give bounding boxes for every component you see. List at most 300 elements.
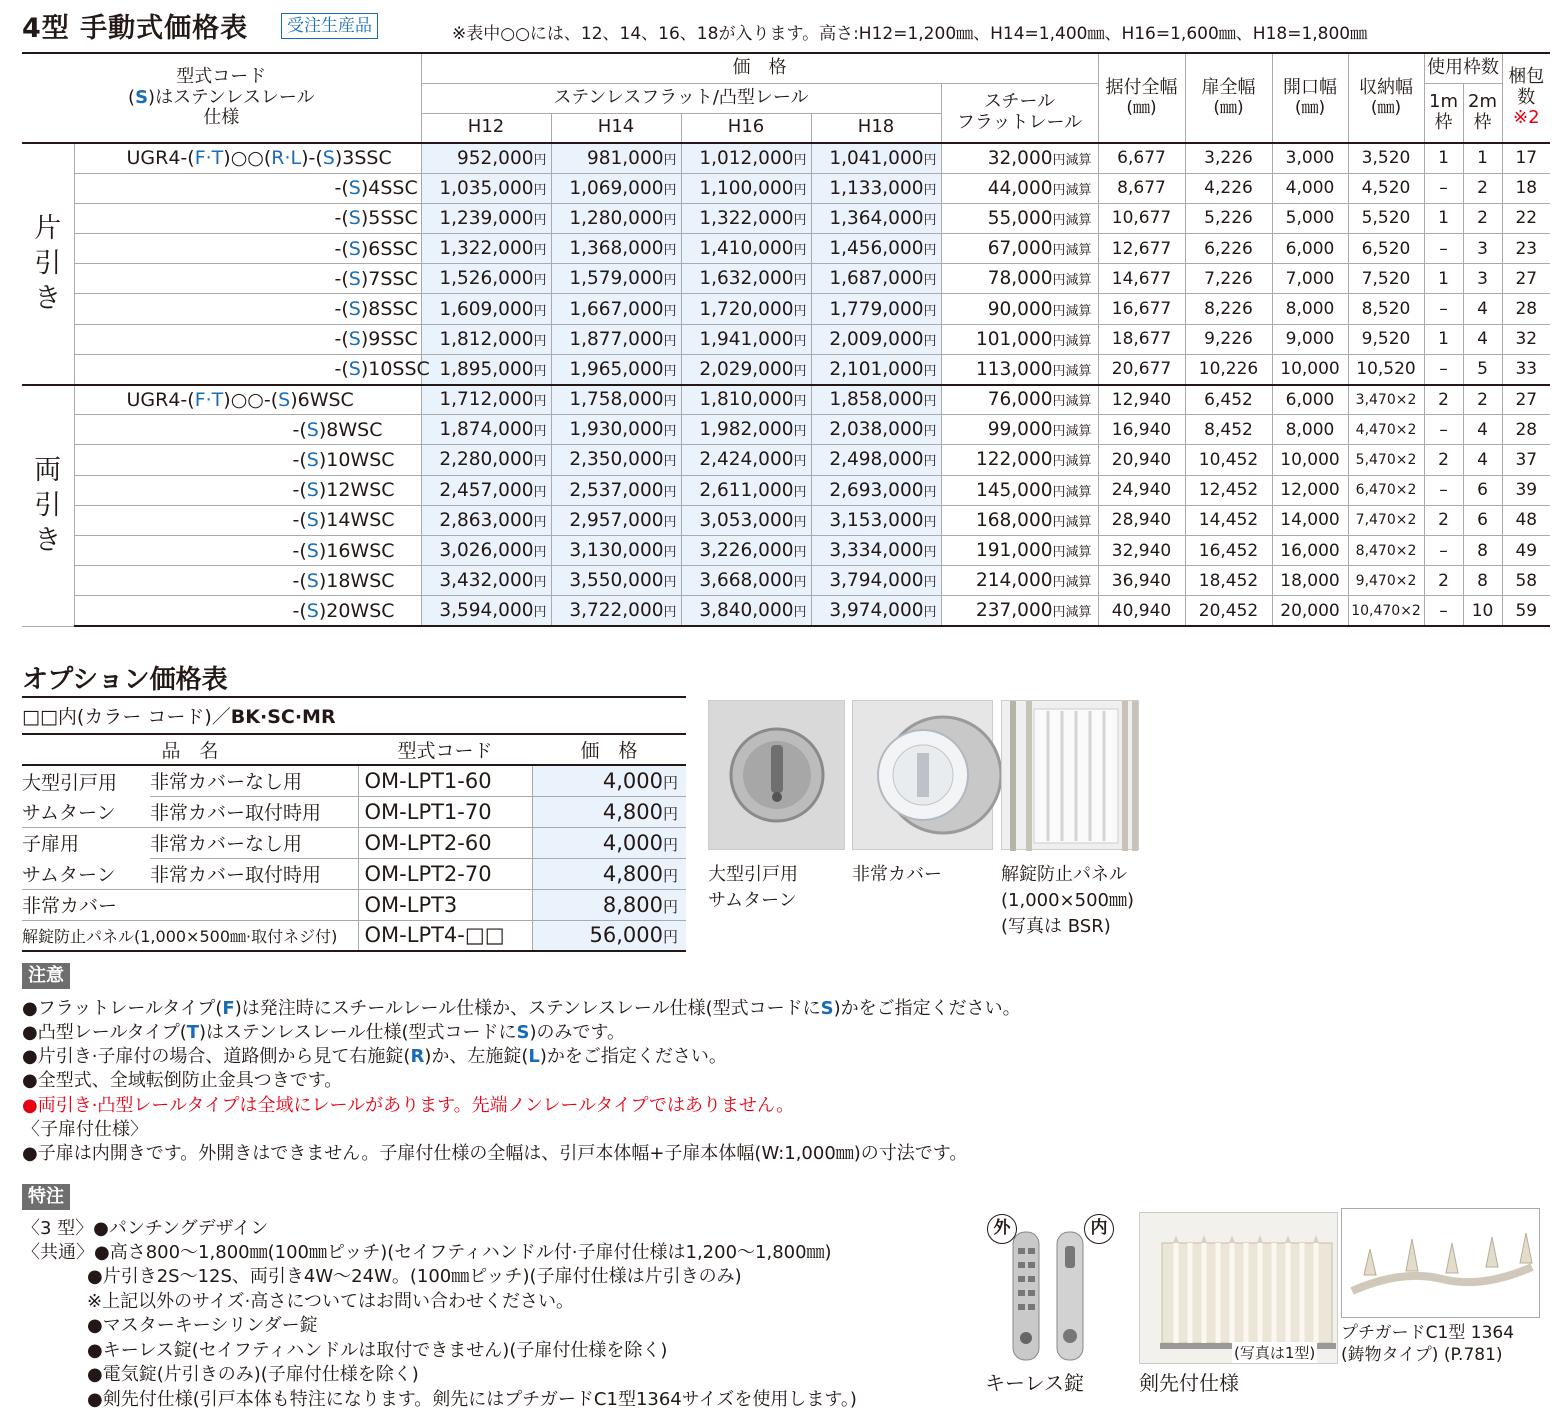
price-h14: 1,579,000円: [551, 264, 681, 294]
table-row: [22, 203, 1550, 233]
opening-width: 9,000: [1272, 324, 1348, 354]
package-count: 22: [1502, 203, 1550, 233]
note-line-2: ●凸型レールタイプ(T)はステンレスレール仕様(型式コードにS)のみです。: [22, 1022, 626, 1043]
frames-1m: 1: [1424, 324, 1463, 354]
total-width-header: 据付全幅 (㎜): [1098, 53, 1185, 143]
total-width: 6,677: [1098, 143, 1185, 173]
price-h14: 3,130,000円: [551, 535, 681, 565]
storage-width: 10,520: [1348, 354, 1424, 384]
door-width-header: 扉全幅 (㎜): [1185, 53, 1272, 143]
door-width: 8,226: [1185, 294, 1272, 324]
price-h16: 1,720,000円: [681, 294, 811, 324]
frames-2m: 8: [1463, 566, 1502, 596]
model-code: UGR4-(F·T)○○-(S)6WSC: [74, 385, 421, 415]
price-h14: 1,930,000円: [551, 415, 681, 445]
options-title: オプション価格表: [22, 665, 228, 695]
h14-header: H14: [551, 113, 681, 143]
option-name: 非常カバーなし用: [150, 765, 358, 796]
table-row: [22, 535, 1550, 565]
notes-tag: 注意: [22, 963, 70, 989]
frames-2m: 4: [1463, 294, 1502, 324]
package-count: 28: [1502, 415, 1550, 445]
option-name: 非常カバー: [22, 889, 358, 920]
door-width: 20,452: [1185, 596, 1272, 626]
options-row: [22, 858, 686, 889]
storage-width: 7,470×2: [1348, 505, 1424, 535]
price-h16: 3,226,000円: [681, 535, 811, 565]
special-line-5: ●マスターキーシリンダー錠: [87, 1315, 318, 1336]
price-h12: 3,026,000円: [421, 535, 551, 565]
total-width: 16,677: [1098, 294, 1185, 324]
door-width: 9,226: [1185, 324, 1272, 354]
total-width: 32,940: [1098, 535, 1185, 565]
package-count: 39: [1502, 475, 1550, 505]
frames-2m: 4: [1463, 445, 1502, 475]
options-row: [22, 765, 686, 796]
opening-width-header: 開口幅 (㎜): [1272, 53, 1348, 143]
price-h18: 2,009,000円: [811, 324, 941, 354]
door-width: 12,452: [1185, 475, 1272, 505]
frames-1m: –: [1424, 354, 1463, 384]
table-row: [22, 415, 1550, 445]
table-row: [22, 173, 1550, 203]
frames-1m: –: [1424, 173, 1463, 203]
puchi-guard-caption: プチガードC1型 1364 (鋳物タイプ) (P.781): [1341, 1323, 1515, 1365]
price-h12: 1,239,000円: [421, 203, 551, 233]
opening-width: 20,000: [1272, 596, 1348, 626]
storage-width: 7,520: [1348, 264, 1424, 294]
price-h18: 1,133,000円: [811, 173, 941, 203]
price-h12: 1,812,000円: [421, 324, 551, 354]
options-divider: [22, 696, 686, 698]
table-row: [22, 475, 1550, 505]
opening-width: 5,000: [1272, 203, 1348, 233]
storage-width: 4,520: [1348, 173, 1424, 203]
frames-2m: 2: [1463, 203, 1502, 233]
opening-width: 18,000: [1272, 566, 1348, 596]
opening-width: 7,000: [1272, 264, 1348, 294]
h16-header: H16: [681, 113, 811, 143]
puchi-guard-photo: [1341, 1208, 1540, 1318]
steel-rail-reduction: 113,000円減算: [941, 354, 1098, 384]
price-h18: 1,456,000円: [811, 234, 941, 264]
steel-rail-reduction: 99,000円減算: [941, 415, 1098, 445]
price-h12: 1,609,000円: [421, 294, 551, 324]
frames-2m: 10: [1463, 596, 1502, 626]
frames-1m: 1: [1424, 264, 1463, 294]
thumbturn-caption: 大型引戸用 サムターン: [708, 864, 798, 911]
option-group: サムターン: [22, 796, 150, 827]
storage-width: 3,520: [1348, 143, 1424, 173]
total-width: 8,677: [1098, 173, 1185, 203]
storage-width-header: 収納幅 (㎜): [1348, 53, 1424, 143]
price-h16: 1,810,000円: [681, 385, 811, 415]
door-width: 3,226: [1185, 143, 1272, 173]
frames-1m: –: [1424, 294, 1463, 324]
steel-rail-reduction: 122,000円減算: [941, 445, 1098, 475]
price-h14: 3,722,000円: [551, 596, 681, 626]
price-h18: 2,693,000円: [811, 475, 941, 505]
steel-rail-reduction: 214,000円減算: [941, 566, 1098, 596]
storage-width: 6,520: [1348, 234, 1424, 264]
option-group: 大型引戸用: [22, 771, 118, 794]
price-h14: 1,758,000円: [551, 385, 681, 415]
steel-rail-reduction: 168,000円減算: [941, 505, 1098, 535]
price-h12: 3,432,000円: [421, 566, 551, 596]
option-name: 非常カバー取付時用: [150, 796, 358, 827]
made-to-order-badge: 受注生産品: [281, 13, 378, 39]
frames-1m: 2: [1424, 445, 1463, 475]
price-h18: 2,038,000円: [811, 415, 941, 445]
price-h18: 1,779,000円: [811, 294, 941, 324]
price-h16: 2,611,000円: [681, 475, 811, 505]
special-order-tag: 特注: [22, 1184, 70, 1210]
special-line-2: 〈共通〉●高さ800～1,800㎜(100㎜ピッチ)(セイフティハンドル付·子扉付仕様は1,200～1,800㎜): [22, 1242, 832, 1263]
storage-width: 8,520: [1348, 294, 1424, 324]
price-h12: 1,895,000円: [421, 354, 551, 384]
options-row: [22, 889, 686, 920]
price-h18: 1,364,000円: [811, 203, 941, 233]
door-width: 18,452: [1185, 566, 1272, 596]
frame-2m-header: 2m 枠: [1463, 83, 1502, 143]
price-h16: 3,053,000円: [681, 505, 811, 535]
package-count: 59: [1502, 596, 1550, 626]
opening-width: 8,000: [1272, 415, 1348, 445]
option-code: OM-LPT1-70: [358, 796, 532, 827]
frames-2m: 4: [1463, 415, 1502, 445]
double-label: 両 引 き: [22, 385, 74, 627]
option-name: 解錠防止パネル(1,000×500㎜·取付ネジ付): [22, 920, 358, 951]
option-code: OM-LPT2-60: [358, 827, 532, 858]
door-width: 6,226: [1185, 234, 1272, 264]
price-h18: 3,153,000円: [811, 505, 941, 535]
frames-1m: 1: [1424, 203, 1463, 233]
frames-1m: 2: [1424, 385, 1463, 415]
price-table-body: [22, 143, 1550, 626]
table-row: [22, 354, 1550, 384]
options-price-header: 価 格: [532, 734, 686, 765]
price-h12: 1,874,000円: [421, 415, 551, 445]
table-row: [22, 596, 1550, 626]
door-width: 10,226: [1185, 354, 1272, 384]
price-h16: 1,012,000円: [681, 143, 811, 173]
options-code-header: 型式コード: [358, 734, 532, 765]
package-count: 23: [1502, 234, 1550, 264]
model-code: -(S)14WSC: [74, 505, 421, 535]
stainless-header: ステンレスフラット/凸型レール: [421, 83, 941, 113]
frames-1m: –: [1424, 234, 1463, 264]
frames-2m: 8: [1463, 535, 1502, 565]
price-h18: 3,334,000円: [811, 535, 941, 565]
frames-2m: 3: [1463, 264, 1502, 294]
model-code: -(S)7SSC: [74, 264, 421, 294]
model-code: -(S)20WSC: [74, 596, 421, 626]
price-h12: 3,594,000円: [421, 596, 551, 626]
package-count: 27: [1502, 264, 1550, 294]
frames-1m: –: [1424, 475, 1463, 505]
h12-header: H12: [421, 113, 551, 143]
price-table: [22, 52, 1550, 627]
note-line-3: ●片引き·子扉付の場合、道路側から見て右施錠(R)か、左施錠(L)かをご指定ください。: [22, 1046, 727, 1067]
model-code: -(S)18WSC: [74, 566, 421, 596]
price-h18: 1,858,000円: [811, 385, 941, 415]
opening-width: 3,000: [1272, 143, 1348, 173]
special-line-4: ※上記以外のサイズ·高さについてはお問い合わせください。: [87, 1291, 575, 1312]
table-row: [22, 143, 1550, 173]
table-row: [22, 445, 1550, 475]
options-row: [22, 827, 686, 858]
options-table-body: [22, 765, 686, 951]
price-h12: 2,457,000円: [421, 475, 551, 505]
price-h14: 1,069,000円: [551, 173, 681, 203]
page-title: 4型 手動式価格表: [22, 13, 249, 44]
steel-rail-reduction: 191,000円減算: [941, 535, 1098, 565]
price-h16: 1,632,000円: [681, 264, 811, 294]
price-h12: 1,322,000円: [421, 234, 551, 264]
keyless-lock-caption: キーレス錠: [985, 1371, 1084, 1395]
stainless-rail-note: (S)はステンレスレール: [128, 86, 315, 108]
opening-width: 4,000: [1272, 173, 1348, 203]
model-code: -(S)10WSC: [74, 445, 421, 475]
price-h12: 2,863,000円: [421, 505, 551, 535]
opening-width: 10,000: [1272, 445, 1348, 475]
price-h14: 1,877,000円: [551, 324, 681, 354]
special-line-1: 〈3 型〉●パンチングデザイン: [22, 1218, 269, 1239]
opening-width: 16,000: [1272, 535, 1348, 565]
door-width: 7,226: [1185, 264, 1272, 294]
frames-2m: 3: [1463, 234, 1502, 264]
opening-width: 10,000: [1272, 354, 1348, 384]
opening-width: 6,000: [1272, 385, 1348, 415]
total-width: 12,940: [1098, 385, 1185, 415]
option-price: 4,800円: [532, 858, 686, 889]
model-code: -(S)12WSC: [74, 475, 421, 505]
price-h14: 1,965,000円: [551, 354, 681, 384]
package-count: 27: [1502, 385, 1550, 415]
price-h18: 2,498,000円: [811, 445, 941, 475]
steel-rail-reduction: 237,000円減算: [941, 596, 1098, 626]
anti-unlock-panel-caption: 解錠防止パネル (1,000×500㎜) (写真は BSR): [1001, 864, 1135, 937]
special-line-6: ●キーレス錠(セイフティハンドルは取付できません)(子扉付仕様を除く): [87, 1340, 668, 1361]
price-h16: 1,322,000円: [681, 203, 811, 233]
table-row: [22, 264, 1550, 294]
total-width: 40,940: [1098, 596, 1185, 626]
price-h18: 1,041,000円: [811, 143, 941, 173]
steel-rail-reduction: 101,000円減算: [941, 324, 1098, 354]
option-price: 4,800円: [532, 796, 686, 827]
frames-2m: 2: [1463, 385, 1502, 415]
price-h16: 1,410,000円: [681, 234, 811, 264]
frames-1m: –: [1424, 596, 1463, 626]
special-line-8: ●剣先付仕様(引戸本体も特注になります。剣先にはプチガードC1型1364サイズを使用します。): [87, 1389, 857, 1410]
package-count: 32: [1502, 324, 1550, 354]
model-code: -(S)6SSC: [74, 234, 421, 264]
model-code: -(S)16WSC: [74, 535, 421, 565]
frames-2m: 2: [1463, 173, 1502, 203]
option-group: サムターン: [22, 858, 150, 889]
opening-width: 8,000: [1272, 294, 1348, 324]
package-count: 33: [1502, 354, 1550, 384]
option-code: OM-LPT3: [358, 889, 532, 920]
frames-2m: 4: [1463, 324, 1502, 354]
storage-width: 10,470×2: [1348, 596, 1424, 626]
storage-width: 8,470×2: [1348, 535, 1424, 565]
note-line-4: ●全型式、全域転倒防止金具つきです。: [22, 1070, 343, 1091]
storage-width: 9,520: [1348, 324, 1424, 354]
price-h16: 2,029,000円: [681, 354, 811, 384]
price-h14: 2,350,000円: [551, 445, 681, 475]
steel-rail-reduction: 78,000円減算: [941, 264, 1098, 294]
storage-width: 6,470×2: [1348, 475, 1424, 505]
total-width: 20,940: [1098, 445, 1185, 475]
price-h14: 1,280,000円: [551, 203, 681, 233]
special-line-3: ●片引き2S～12S、両引き4W～24W。(100㎜ピッチ)(子扉付仕様は片引きのみ): [87, 1266, 742, 1287]
frame-1m-header: 1m 枠: [1424, 83, 1463, 143]
steel-rail-reduction: 90,000円減算: [941, 294, 1098, 324]
model-code-header: 型式コード (S)はステンレスレール 仕様: [22, 53, 421, 143]
packages-header: 梱包 数 ※2: [1502, 53, 1550, 143]
opening-width: 14,000: [1272, 505, 1348, 535]
frames-2m: 6: [1463, 505, 1502, 535]
frames-2m: 6: [1463, 475, 1502, 505]
options-row: [22, 796, 686, 827]
option-price: 56,000円: [532, 920, 686, 951]
price-h14: 2,537,000円: [551, 475, 681, 505]
frames-1m: 1: [1424, 143, 1463, 173]
table-row: [22, 385, 1550, 415]
package-count: 58: [1502, 566, 1550, 596]
options-name-header: 品 名: [22, 734, 358, 765]
model-code: -(S)10SSC: [74, 354, 421, 384]
price-h14: 1,667,000円: [551, 294, 681, 324]
outside-label: 外: [987, 1214, 1017, 1244]
table-row: [22, 505, 1550, 535]
emergency-cover-caption: 非常カバー: [852, 864, 942, 885]
price-h18: 3,794,000円: [811, 566, 941, 596]
price-h16: 3,840,000円: [681, 596, 811, 626]
emergency-cover-photo: [852, 700, 993, 850]
options-table: [22, 733, 686, 952]
total-width: 12,677: [1098, 234, 1185, 264]
price-h18: 1,687,000円: [811, 264, 941, 294]
spear-photo-note: (写真は1型): [1234, 1344, 1316, 1362]
price-h16: 1,982,000円: [681, 415, 811, 445]
opening-width: 6,000: [1272, 234, 1348, 264]
frames-1m: 2: [1424, 566, 1463, 596]
package-count: 28: [1502, 294, 1550, 324]
door-width: 14,452: [1185, 505, 1272, 535]
inside-label: 内: [1084, 1214, 1114, 1244]
height-note: ※表中○○には、12、14、16、18が入ります。高さ:H12=1,200㎜、H14=1,400㎜、H16=1,600㎜、H18=1,800㎜: [452, 24, 1368, 44]
table-row: [22, 324, 1550, 354]
steel-header: スチール フラットレール: [941, 83, 1098, 143]
option-name: 非常カバーなし用: [150, 827, 358, 858]
price-h12: 1,526,000円: [421, 264, 551, 294]
frames-header: 使用枠数: [1424, 53, 1502, 83]
storage-width: 5,520: [1348, 203, 1424, 233]
price-h16: 2,424,000円: [681, 445, 811, 475]
anti-unlock-panel-photo: [1001, 700, 1139, 850]
model-code: -(S)4SSC: [74, 173, 421, 203]
price-h18: 2,101,000円: [811, 354, 941, 384]
storage-width: 4,470×2: [1348, 415, 1424, 445]
total-width: 24,940: [1098, 475, 1185, 505]
storage-width: 5,470×2: [1348, 445, 1424, 475]
price-h12: 2,280,000円: [421, 445, 551, 475]
option-code: OM-LPT1-60: [358, 765, 532, 796]
total-width: 16,940: [1098, 415, 1185, 445]
door-width: 8,452: [1185, 415, 1272, 445]
model-code: -(S)8WSC: [74, 415, 421, 445]
note-line-1: ●フラットレールタイプ(F)は発注時にスチールレール仕様か、ステンレスレール仕様(型式コードにS)かをご指定ください。: [22, 998, 1021, 1019]
model-code: -(S)8SSC: [74, 294, 421, 324]
price-h12: 952,000円: [421, 143, 551, 173]
frames-1m: 2: [1424, 505, 1463, 535]
total-width: 18,677: [1098, 324, 1185, 354]
note-line-6: 〈子扉付仕様〉: [22, 1119, 148, 1140]
steel-rail-reduction: 67,000円減算: [941, 234, 1098, 264]
spear-top-caption: 剣先付仕様: [1139, 1371, 1239, 1395]
door-width: 16,452: [1185, 535, 1272, 565]
opening-width: 12,000: [1272, 475, 1348, 505]
price-h16: 1,100,000円: [681, 173, 811, 203]
table-row: [22, 234, 1550, 264]
package-count: 37: [1502, 445, 1550, 475]
color-code-note: □□内(カラー コード)／BK·SC·MR: [22, 706, 336, 728]
total-width: 14,677: [1098, 264, 1185, 294]
model-code: -(S)9SSC: [74, 324, 421, 354]
model-code: UGR4-(F·T)○○(R·L)-(S)3SSC: [74, 143, 421, 173]
h18-header: H18: [811, 113, 941, 143]
table-row: [22, 294, 1550, 324]
door-width: 6,452: [1185, 385, 1272, 415]
options-row: [22, 920, 686, 951]
price-h14: 3,550,000円: [551, 566, 681, 596]
note-line-7: ●子扉は内開きです。外開きはできません。子扉付仕様の全幅は、引戸本体幅+子扉本体幅(W:1,000㎜)の寸法です。: [22, 1143, 968, 1164]
option-price: 4,000円: [532, 765, 686, 796]
steel-rail-reduction: 55,000円減算: [941, 203, 1098, 233]
frames-1m: –: [1424, 535, 1463, 565]
option-group: 子扉用: [22, 833, 80, 856]
price-h16: 1,941,000円: [681, 324, 811, 354]
package-count: 49: [1502, 535, 1550, 565]
option-code: OM-LPT2-70: [358, 858, 532, 889]
total-width: 10,677: [1098, 203, 1185, 233]
price-h18: 3,974,000円: [811, 596, 941, 626]
model-code: -(S)5SSC: [74, 203, 421, 233]
steel-rail-reduction: 44,000円減算: [941, 173, 1098, 203]
door-width: 10,452: [1185, 445, 1272, 475]
total-width: 28,940: [1098, 505, 1185, 535]
steel-rail-reduction: 32,000円減算: [941, 143, 1098, 173]
single-label: 片 引 き: [22, 143, 74, 385]
total-width: 20,677: [1098, 354, 1185, 384]
price-h12: 1,712,000円: [421, 385, 551, 415]
price-h12: 1,035,000円: [421, 173, 551, 203]
price-h14: 2,957,000円: [551, 505, 681, 535]
option-code: OM-LPT4-□□: [358, 920, 532, 951]
frames-1m: –: [1424, 415, 1463, 445]
steel-rail-reduction: 145,000円減算: [941, 475, 1098, 505]
package-count: 17: [1502, 143, 1550, 173]
package-count: 18: [1502, 173, 1550, 203]
price-header: 価 格: [421, 53, 1098, 83]
thumbturn-photo: [708, 700, 845, 850]
price-h14: 1,368,000円: [551, 234, 681, 264]
door-width: 5,226: [1185, 203, 1272, 233]
frames-2m: 5: [1463, 354, 1502, 384]
frames-2m: 1: [1463, 143, 1502, 173]
